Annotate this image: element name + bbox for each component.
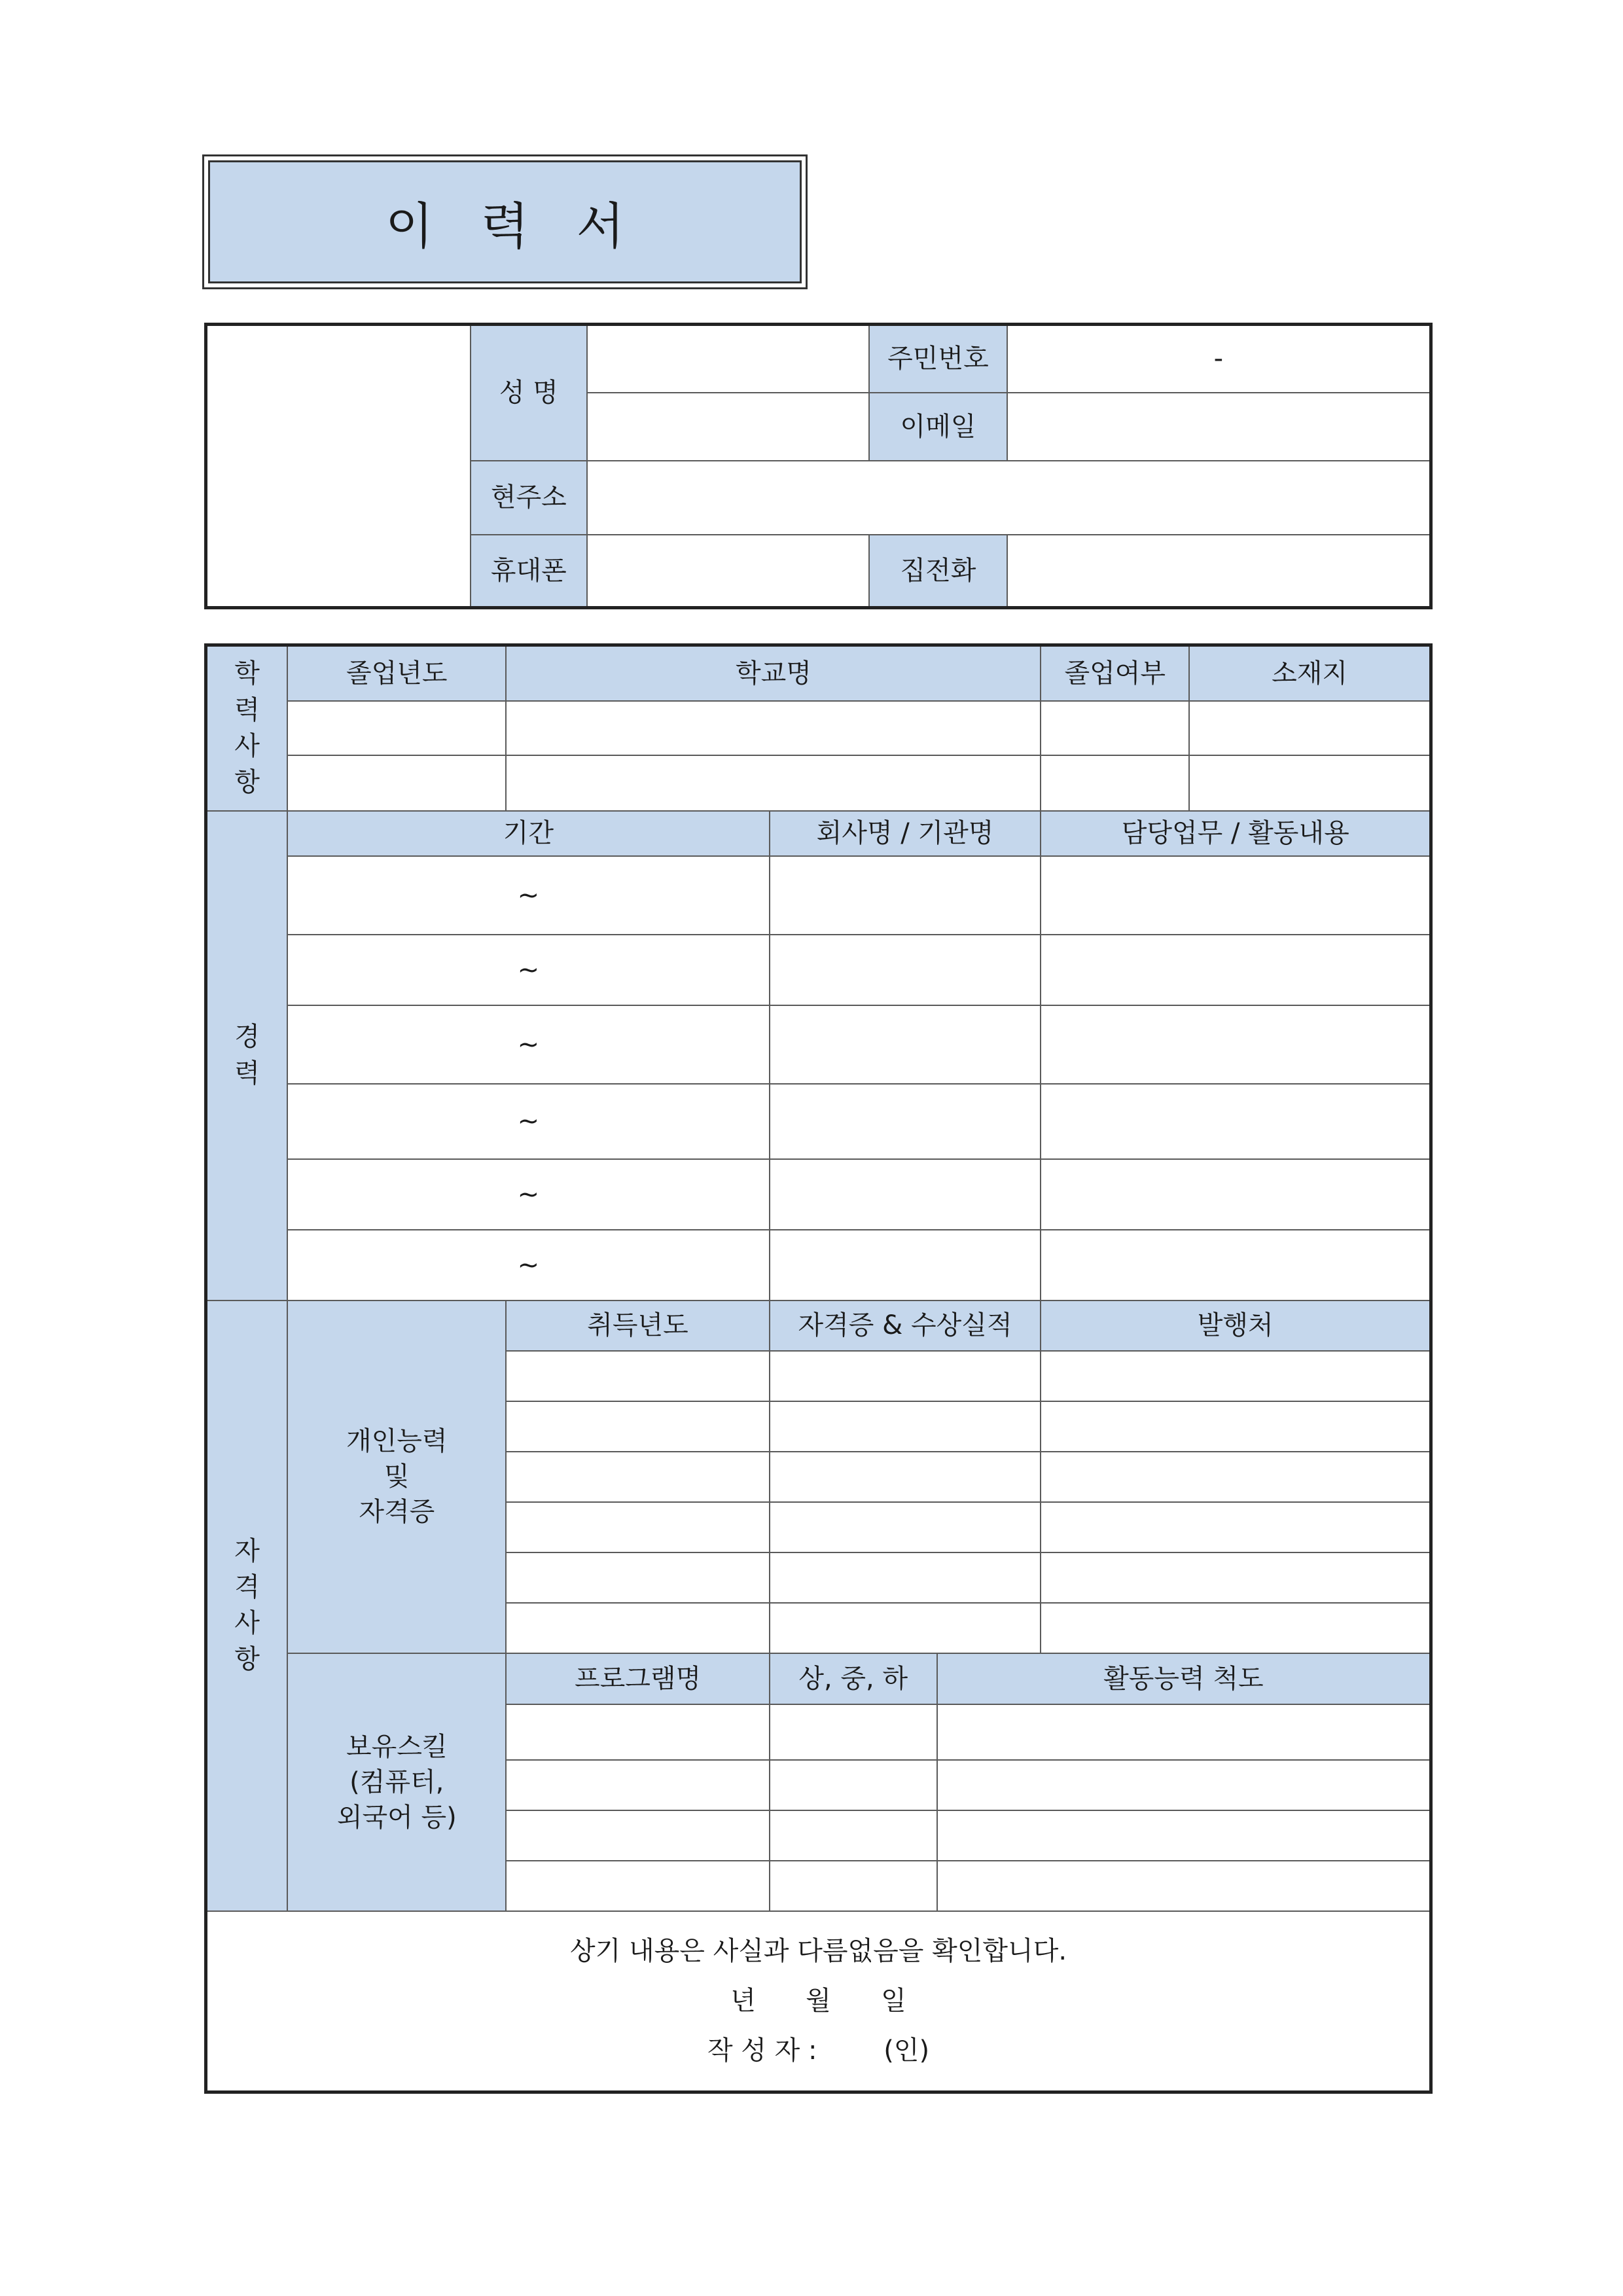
- cert-header-name: 자격증 & 수상실적: [770, 1300, 1041, 1351]
- name-field-2[interactable]: [587, 393, 869, 461]
- home-phone-field[interactable]: [1007, 535, 1431, 608]
- edu-header-year: 졸업년도: [287, 645, 506, 701]
- career-header-period: 기간: [287, 811, 770, 856]
- skill-cell[interactable]: [937, 1861, 1431, 1911]
- skill-cell[interactable]: [770, 1704, 937, 1760]
- cert-cell[interactable]: [770, 1351, 1041, 1401]
- cert-cell[interactable]: [770, 1502, 1041, 1552]
- career-company-cell[interactable]: [770, 1005, 1041, 1084]
- address-label: 현주소: [471, 461, 587, 535]
- edu-cell[interactable]: [1189, 701, 1431, 755]
- email-label: 이메일: [869, 393, 1007, 461]
- career-header-company: 회사명 / 기관명: [770, 811, 1041, 856]
- education-section-label: 학력사항: [206, 645, 288, 811]
- cert-cell[interactable]: [1041, 1552, 1431, 1603]
- signer-line[interactable]: 작 성 자 : (인): [707, 2036, 930, 2066]
- personal-info-table: [204, 323, 1433, 609]
- resume-table: [204, 643, 1433, 2094]
- skill-cell[interactable]: [506, 1861, 769, 1911]
- cert-header-issuer: 발행처: [1041, 1300, 1431, 1351]
- rrn-label: 주민번호: [869, 325, 1007, 393]
- cert-cell[interactable]: [506, 1452, 769, 1502]
- edu-header-location: 소재지: [1189, 645, 1431, 701]
- career-duty-cell[interactable]: [1041, 935, 1431, 1005]
- cert-cell[interactable]: [506, 1603, 769, 1653]
- career-company-cell[interactable]: [770, 935, 1041, 1005]
- career-duty-cell[interactable]: [1041, 1159, 1431, 1230]
- career-period-cell[interactable]: ~: [287, 1230, 770, 1300]
- qualification-section-label: 자격사항: [206, 1300, 288, 1911]
- date-line[interactable]: 년 월 일: [730, 1986, 906, 2017]
- skill-header-scale: 활동능력 척도: [937, 1653, 1431, 1704]
- cert-cell[interactable]: [770, 1401, 1041, 1452]
- cert-cell[interactable]: [1041, 1502, 1431, 1552]
- cert-cell[interactable]: [506, 1552, 769, 1603]
- career-duty-cell[interactable]: [1041, 1084, 1431, 1159]
- name-field[interactable]: [587, 325, 869, 393]
- personal-ability-label: 개인능력 및 자격증: [287, 1300, 506, 1653]
- mobile-field[interactable]: [587, 535, 869, 608]
- edu-cell[interactable]: [506, 755, 1041, 811]
- skills-label: 보유스킬 (컴퓨터, 외국어 등): [287, 1653, 506, 1911]
- email-field[interactable]: [1007, 393, 1431, 461]
- name-label: 성 명: [471, 325, 587, 461]
- career-section-label: 경력: [206, 811, 288, 1300]
- career-period-cell[interactable]: ~: [287, 1005, 770, 1084]
- skill-header-program: 프로그램명: [506, 1653, 769, 1704]
- cert-cell[interactable]: [770, 1603, 1041, 1653]
- career-duty-cell[interactable]: [1041, 1230, 1431, 1300]
- edu-header-graduated: 졸업여부: [1041, 645, 1189, 701]
- skill-cell[interactable]: [506, 1760, 769, 1810]
- career-company-cell[interactable]: [770, 1159, 1041, 1230]
- career-period-cell[interactable]: ~: [287, 856, 770, 935]
- edu-cell[interactable]: [506, 701, 1041, 755]
- confirmation-text: 상기 내용은 사실과 다름없음을 확인합니다.: [569, 1936, 1067, 1967]
- cert-cell[interactable]: [1041, 1603, 1431, 1653]
- career-period-cell[interactable]: ~: [287, 1159, 770, 1230]
- edu-cell[interactable]: [1041, 755, 1189, 811]
- edu-header-school: 학교명: [506, 645, 1041, 701]
- career-company-cell[interactable]: [770, 1230, 1041, 1300]
- skill-cell[interactable]: [770, 1861, 937, 1911]
- cert-header-year: 취득년도: [506, 1300, 769, 1351]
- edu-cell[interactable]: [287, 701, 506, 755]
- address-field[interactable]: [587, 461, 1431, 535]
- skill-cell[interactable]: [770, 1760, 937, 1810]
- edu-cell[interactable]: [1041, 701, 1189, 755]
- cert-cell[interactable]: [1041, 1452, 1431, 1502]
- career-duty-cell[interactable]: [1041, 856, 1431, 935]
- cert-cell[interactable]: [506, 1502, 769, 1552]
- cert-cell[interactable]: [506, 1401, 769, 1452]
- skill-cell[interactable]: [937, 1704, 1431, 1760]
- photo-area[interactable]: [206, 325, 471, 608]
- career-period-cell[interactable]: ~: [287, 935, 770, 1005]
- cert-cell[interactable]: [770, 1552, 1041, 1603]
- skill-cell[interactable]: [937, 1760, 1431, 1810]
- home-phone-label: 집전화: [869, 535, 1007, 608]
- rrn-field[interactable]: -: [1007, 325, 1431, 393]
- career-company-cell[interactable]: [770, 1084, 1041, 1159]
- skill-cell[interactable]: [937, 1810, 1431, 1861]
- cert-cell[interactable]: [1041, 1351, 1431, 1401]
- confirmation-block: [206, 1911, 1431, 2092]
- skill-cell[interactable]: [770, 1810, 937, 1861]
- cert-cell[interactable]: [770, 1452, 1041, 1502]
- skill-cell[interactable]: [506, 1704, 769, 1760]
- title-box: [202, 154, 808, 289]
- career-header-duty: 담당업무 / 활동내용: [1041, 811, 1431, 856]
- document-title: 이 력 서: [208, 160, 802, 283]
- skill-header-level: 상, 중, 하: [770, 1653, 937, 1704]
- mobile-label: 휴대폰: [471, 535, 587, 608]
- cert-cell[interactable]: [1041, 1401, 1431, 1452]
- skill-cell[interactable]: [506, 1810, 769, 1861]
- edu-cell[interactable]: [1189, 755, 1431, 811]
- cert-cell[interactable]: [506, 1351, 769, 1401]
- career-company-cell[interactable]: [770, 856, 1041, 935]
- career-duty-cell[interactable]: [1041, 1005, 1431, 1084]
- edu-cell[interactable]: [287, 755, 506, 811]
- career-period-cell[interactable]: ~: [287, 1084, 770, 1159]
